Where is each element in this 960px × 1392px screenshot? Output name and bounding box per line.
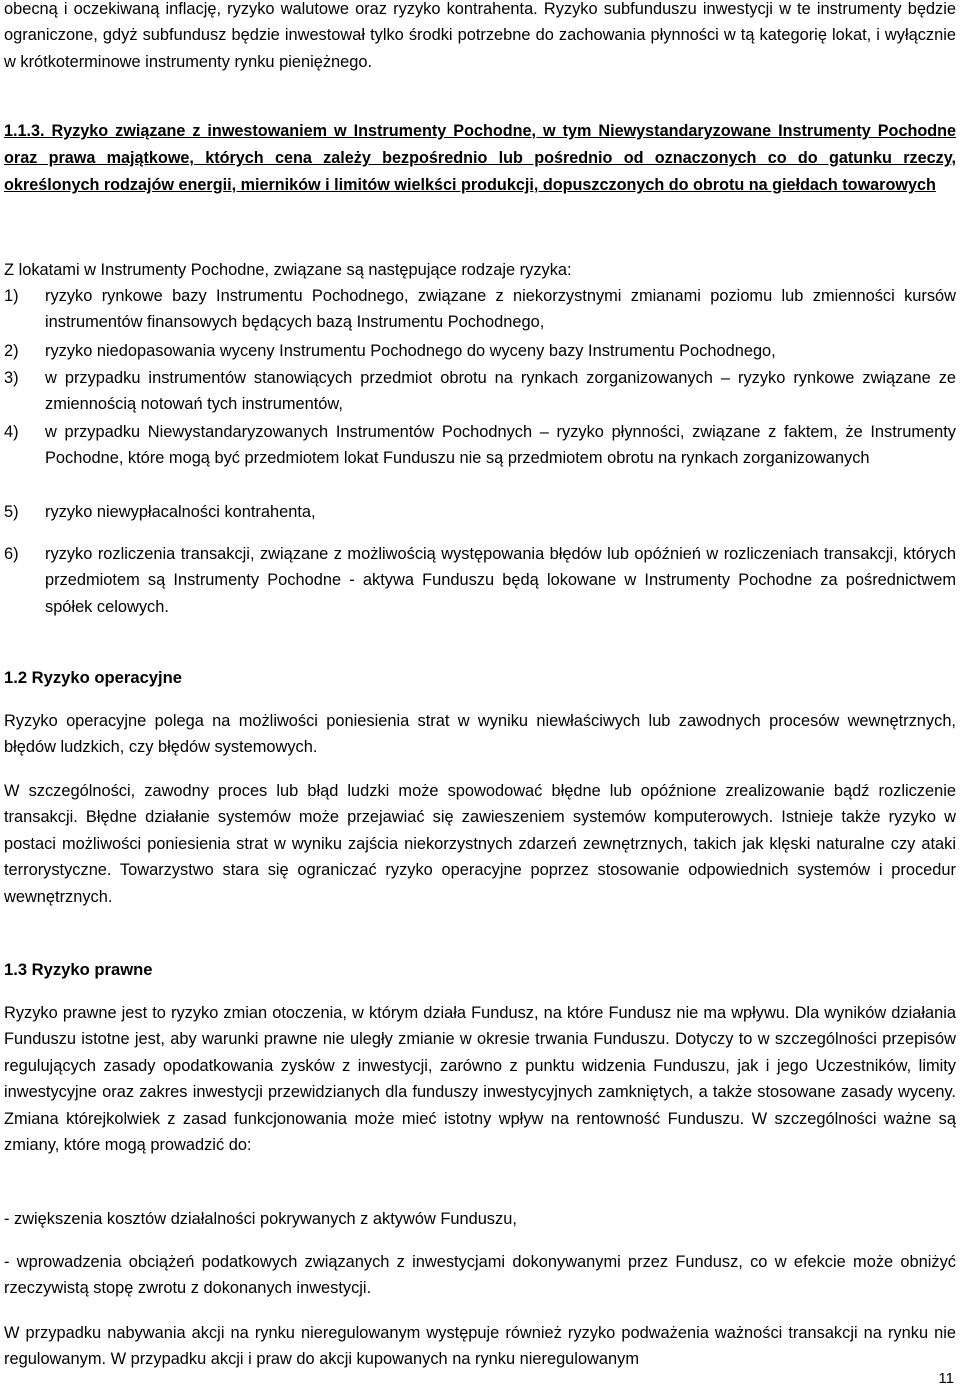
list-item-text: ryzyko rynkowe bazy Instrumentu Pochodnego, związane z niekorzystnymi zmianami poziomu lub zmienności kursów instrumentów finansowych będących bazą Instrumentu Pochodnego,: [45, 287, 956, 332]
list-item-number: 2): [4, 342, 19, 360]
list-item-number: 1): [4, 287, 19, 305]
list-item: [4, 338, 956, 364]
list-item-text: w przypadku instrumentów stanowiących przedmiot obrotu na rynkach zorganizowanych – ryzyko rynkowe związane ze zmiennością notowań tych instrumentów,: [45, 369, 956, 414]
list-item-number: 3): [4, 369, 19, 387]
list-item-number: 6): [4, 545, 19, 563]
list-item: [4, 499, 956, 525]
list-item-text: ryzyko niedopasowania wyceny Instrumentu Pochodnego do wyceny bazy Instrumentu Pochodnego,: [45, 342, 776, 360]
list-item-text: ryzyko niewypłacalności kontrahenta,: [45, 503, 316, 521]
list-item-text: w przypadku Niewystandaryzowanych Instrumentów Pochodnych – ryzyko płynności, związane z faktem, że Instrumenty Pochodne, które mogą być przedmiotem lokat Funduszu nie są przedmiotem obrotu na rynkach zorganizowanych: [45, 423, 956, 468]
risk-list-intro: Z lokatami w Instrumenty Pochodne, związane są następujące rodzaje ryzyka:: [4, 261, 572, 279]
section-1-3-heading: 1.3 Ryzyko prawne: [4, 960, 153, 979]
section-1-3-paragraph: W przypadku nabywania akcji na rynku nieregulowanym występuje również ryzyko podważenia ważności transakcji na rynku nie regulowanym. W przypadku akcji i praw do akcji kupowanych na rynku nieregulowanym: [4, 1324, 956, 1369]
section-1-2-heading: 1.2 Ryzyko operacyjne: [4, 668, 183, 687]
section-1-2-paragraph: W szczególności, zawodny proces lub błąd ludzki może spowodować błędne lub opóźnione zrealizowanie bądź rozliczenie transakcji. Błędne działanie systemów może przejawiać się zawieszeniem systemów komputerowych. Istnieje także ryzyko w postaci możliwości poniesienia strat w wyniku zajścia niekorzystnych zdarzeń zewnętrznych, takich jak klęski naturalne czy ataki terrorystyczne. Towarzystwo stara się ograniczać ryzyko operacyjne poprzez stosowanie odpowiednich systemów i procedur wewnętrznych.: [4, 782, 956, 906]
list-item: [4, 283, 956, 336]
list-item: [4, 365, 956, 418]
section-1-3-paragraph: Ryzyko prawne jest to ryzyko zmian otoczenia, w którym działa Fundusz, na które Fundusz nie ma wpływu. Dla wyników działania Funduszu istotne jest, aby warunki prawne nie uległy zmianie w okresie trwania Funduszu. Dotyczy to w szczególności przepisów regulujących zasady opodatkowania zysków z inwestycji, zarówno z punktu widzenia Funduszu, jak i jego Uczestników, limity inwestycyjne oraz zakres inwestycji przewidzianych dla funduszy inwestycyjnych zamkniętych, a także stosowane zasady wyceny. Zmiana którejkolwiek z zasad funkcjonowania może mieć istotny wpływ na rentowność Funduszu. W szczególności ważne są zmiany, które mogą prowadzić do:: [4, 1004, 956, 1155]
section-1-2-paragraph: Ryzyko operacyjne polega na możliwości poniesienia strat w wyniku niewłaściwych lub zawodnych procesów wewnętrznych, błędów ludzkich, czy błędów systemowych.: [4, 712, 956, 757]
section-1-3-paragraph: - zwiększenia kosztów działalności pokrywanych z aktywów Funduszu,: [4, 1210, 517, 1228]
list-item: [4, 419, 956, 472]
page-number: 11: [938, 1370, 954, 1387]
section-1-3-paragraph: - wprowadzenia obciążeń podatkowych związanych z inwestycjami dokonywanymi przez Fundusz, co w efekcie może obniżyć rzeczywistą stopę zwrotu z dokonanych inwestycji.: [4, 1253, 956, 1298]
intro-paragraph: obecną i oczekiwaną inflację, ryzyko walutowe oraz ryzyko kontrahenta. Ryzyko subfunduszu inwestycji w te instrumenty będzie ograniczone, gdyż subfundusz będzie inwestował tylko środki potrzebne do zachowania płynności w tą kategorię lokat, i wyłącznie w krótkoterminowe instrumenty rynku pieniężnego.: [4, 0, 956, 71]
list-item-number: 5): [4, 503, 19, 521]
list-item-number: 4): [4, 423, 19, 441]
section-1-1-3-heading: 1.1.3. Ryzyko związane z inwestowaniem w Instrumenty Pochodne, w tym Niewystandaryzowane Instrumenty Pochodne oraz prawa majątkowe, których cena zależy bezpośrednio lub pośrednio od oznaczonych co do gatunku rzeczy, określonych rodzajów energii, mierników i limitów wielkści produkcji, dopuszczonych do obrotu na giełdach towarowych: [4, 122, 956, 194]
list-item-text: ryzyko rozliczenia transakcji, związane z możliwością występowania błędów lub opóźnień w rozliczeniach transakcji, których przedmiotem są Instrumenty Pochodne - aktywa Funduszu będą lokowane w Instrumenty Pochodne za pośrednictwem spółek celowych.: [45, 545, 956, 616]
list-item: [4, 541, 956, 620]
